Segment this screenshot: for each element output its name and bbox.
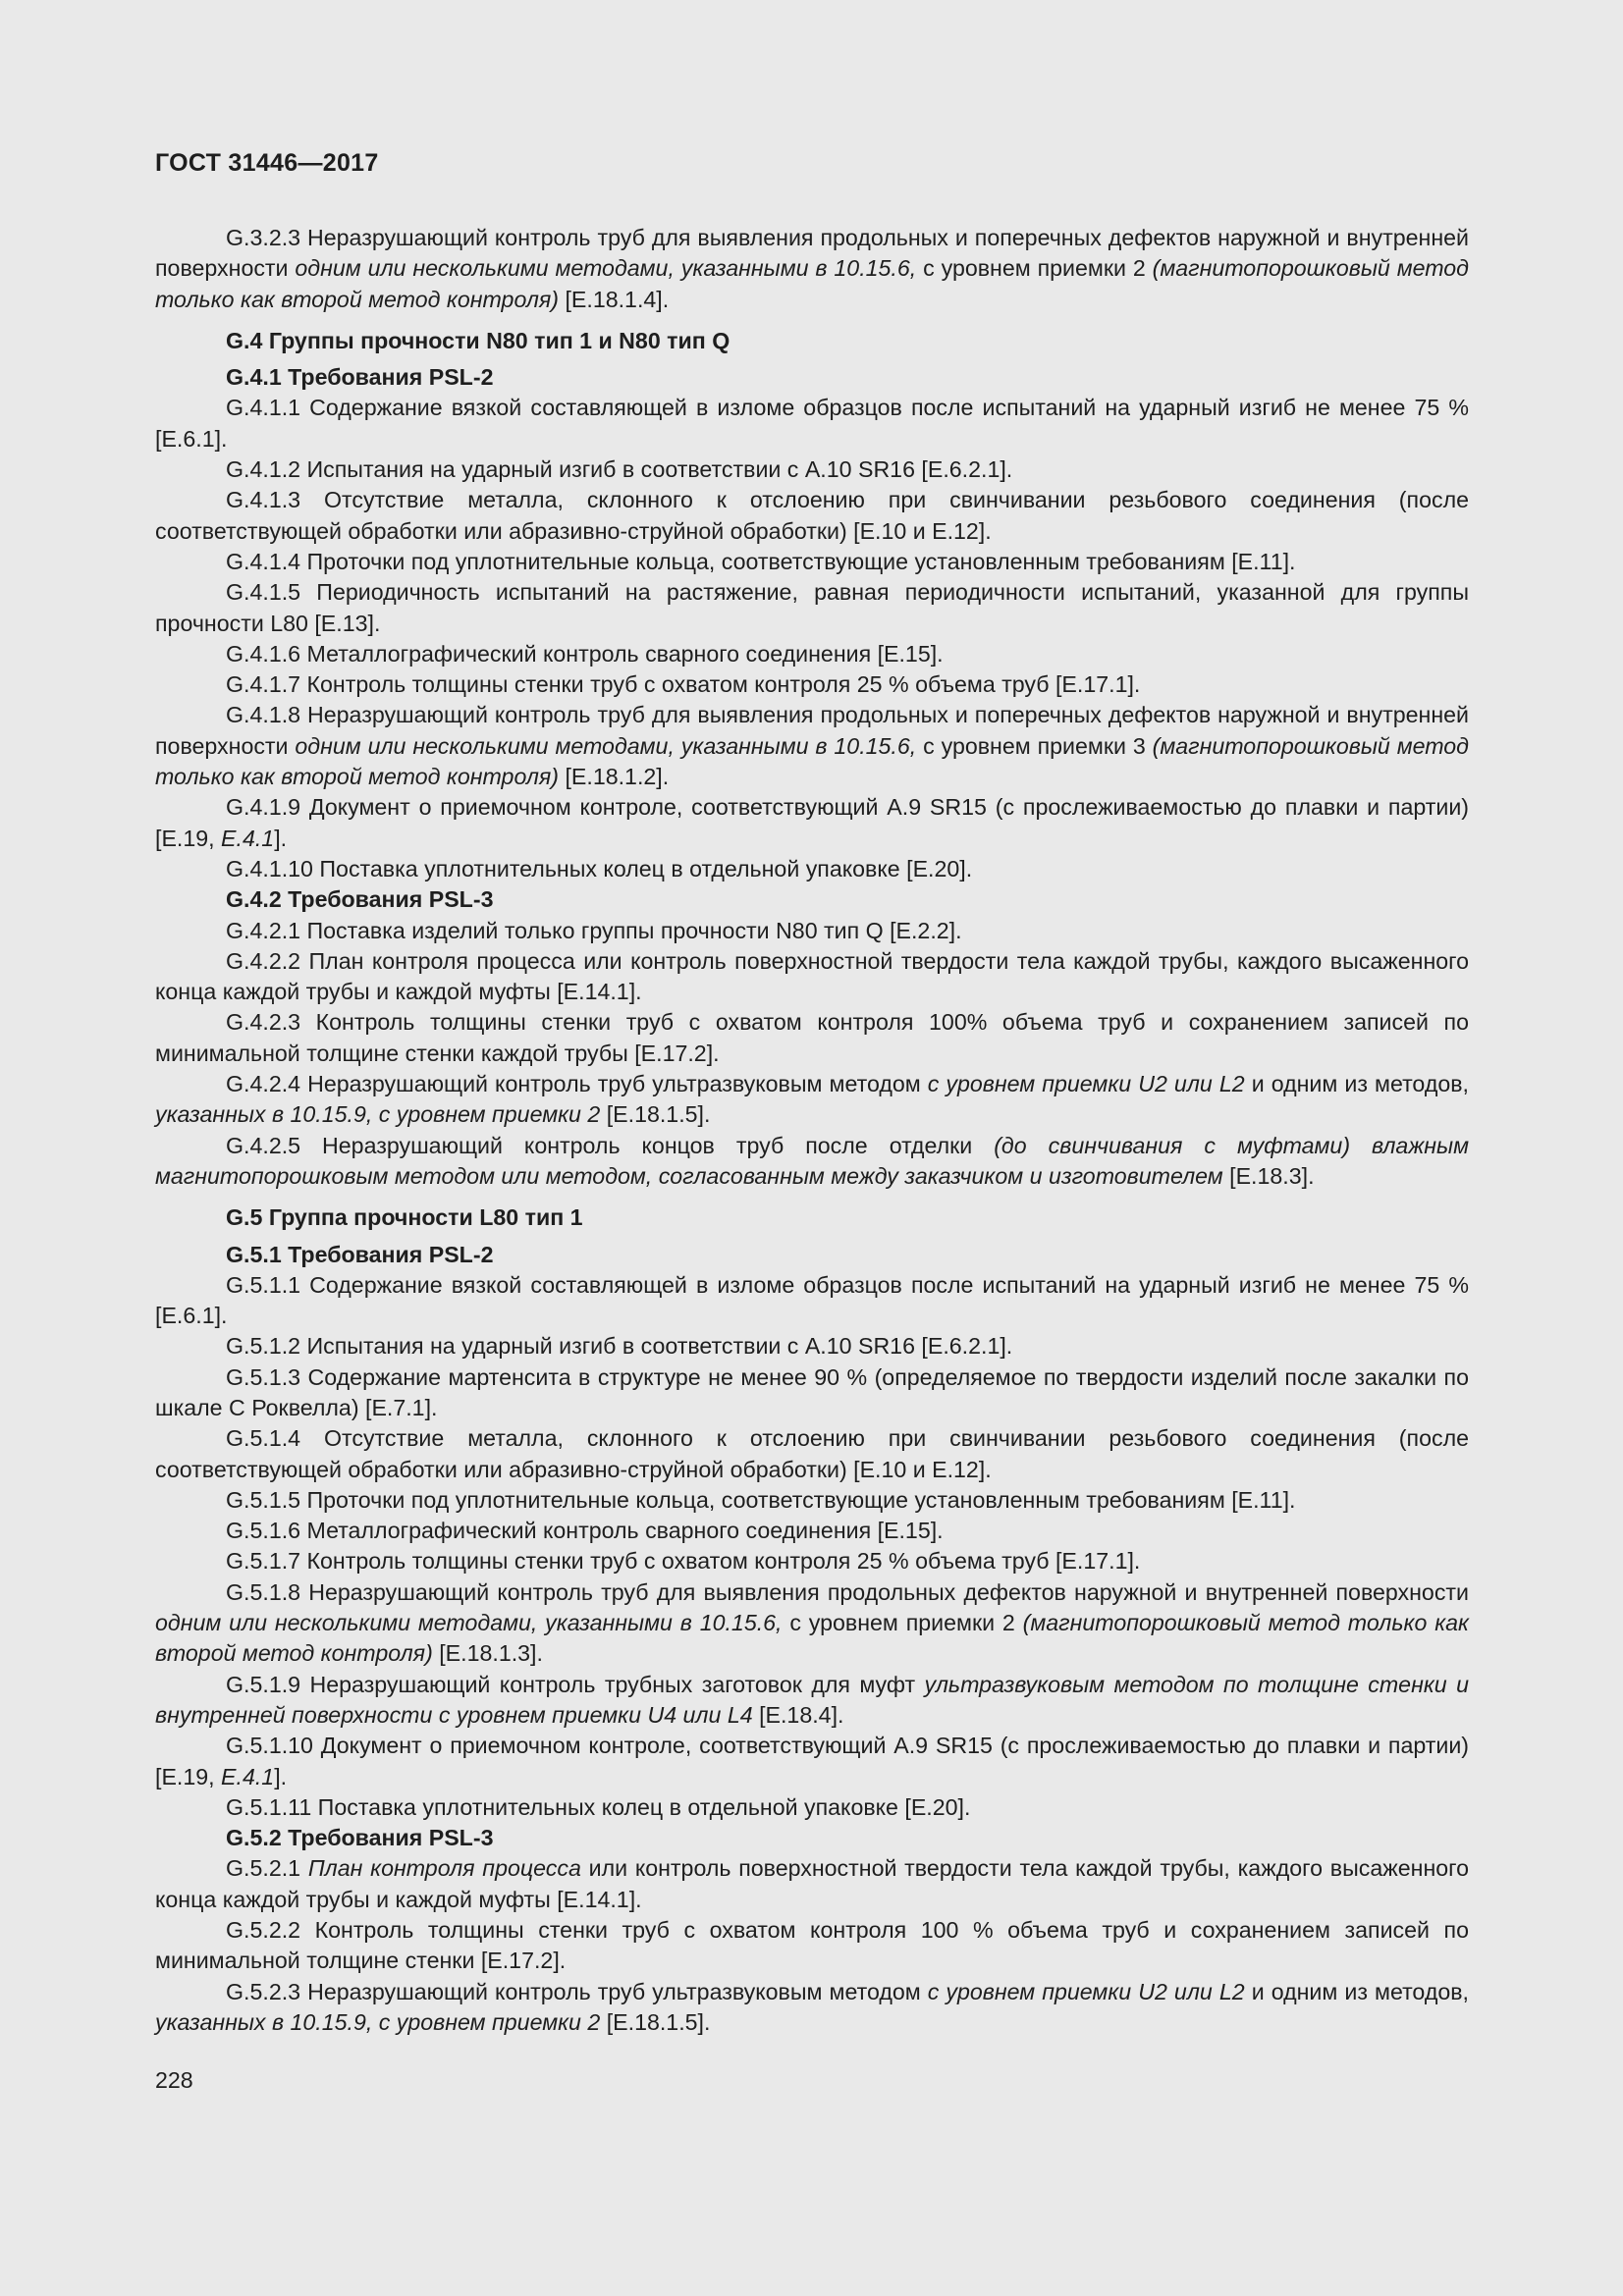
- text-run: G.5.1.3 Содержание мартенсита в структуре не менее 90 % (определяемое по твердости изделий после закалки по шкале С Роквелла) [E.7.1].: [155, 1363, 1469, 1420]
- clause-paragraph: [155, 946, 1469, 1008]
- italic-text: План контроля процесса: [307, 1855, 581, 1882]
- italic-text: одним или несколькими методами, указанными в 10.15.6,: [155, 1610, 783, 1636]
- italic-text: E.4.1: [221, 825, 275, 851]
- italic-text: ультразвуковым методом по толщине стенки и внутренней поверхности с уровнем приемки U4 или L4: [155, 1671, 1469, 1728]
- text-run: с уровнем приемки 3: [916, 732, 1153, 759]
- text-run: G.5.2.1: [226, 1855, 308, 1882]
- text-run: G.5.2.2 Контроль толщины стенки труб с охватом контроля 100 % объема труб и сохранением записей по минимальной толщине стенки [E.17.2].: [155, 1917, 1469, 1974]
- text-run: и одним из методов,: [1244, 1978, 1470, 2004]
- text-run: G.4.1.6 Металлографический контроль сварного соединения [E.15].: [226, 640, 944, 667]
- clause-paragraph: [155, 1423, 1469, 1485]
- clause-paragraph: [155, 1731, 1469, 1792]
- clause-paragraph: [155, 547, 1469, 577]
- text-run: с уровнем приемки 2: [916, 255, 1153, 282]
- text-run: G.5.1.1 Содержание вязкой составляющей в изломе образцов после испытаний на ударный изгиб не менее 75 % [E.6.1].: [155, 1271, 1469, 1329]
- text-run: G.4.2.4 Неразрушающий контроль труб ультразвуковым методом: [226, 1071, 928, 1097]
- text-run: G.5.1.8 Неразрушающий контроль труб для выявления продольных дефектов наружной и внутренней поверхности: [226, 1578, 1469, 1605]
- text-run: [E.18.4].: [752, 1701, 844, 1728]
- clause-paragraph: [155, 1007, 1469, 1069]
- section-heading: G.4 Группы прочности N80 тип 1 и N80 тип Q: [226, 327, 730, 353]
- clause-paragraph: [155, 1331, 1469, 1362]
- clause-paragraph: [155, 485, 1469, 547]
- clause-paragraph: [155, 577, 1469, 639]
- clause-paragraph: [155, 1270, 1469, 1332]
- text-run: G.5.1.6 Металлографический контроль сварного соединения [E.15].: [226, 1518, 944, 1544]
- subsection-heading: G.5.1 Требования PSL-2: [226, 1241, 494, 1267]
- italic-text: (магнитопорошковый метод только как второй метод контроля): [155, 732, 1469, 790]
- text-run: [E.18.1.2].: [559, 764, 670, 790]
- text-run: [E.18.1.4].: [559, 286, 670, 312]
- text-run: G.4.1.5 Периодичность испытаний на растяжение, равная периодичности испытаний, указанной для группы прочности L80 [E.13].: [155, 579, 1469, 636]
- text-run: G.4.2.2 План контроля процесса или контроль поверхностной твердости тела каждой трубы, каждого высаженного конца каждой трубы и каждой муфты [E.14.1].: [155, 947, 1469, 1005]
- document-header: ГОСТ 31446—2017: [155, 149, 379, 177]
- italic-text: с уровнем приемки U2 или L2: [927, 1071, 1245, 1097]
- text-run: G.4.1.8 Неразрушающий контроль труб для выявления продольных и поперечных дефектов наружной и внутренней поверхности: [155, 702, 1469, 759]
- text-run: G.4.1.2 Испытания на ударный изгиб в соответствии с A.10 SR16 [E.6.2.1].: [226, 456, 1013, 483]
- italic-text: E.4.1: [221, 1763, 275, 1789]
- italic-text: указанных в 10.15.9, с уровнем приемки 2: [155, 2008, 601, 2035]
- text-run: G.5.2.3 Неразрушающий контроль труб ультразвуковым методом: [226, 1978, 928, 2004]
- text-run: [E.18.1.5].: [600, 2008, 711, 2035]
- text-run: G.5.1.7 Контроль толщины стенки труб с охватом контроля 25 % объема труб [E.17.1].: [226, 1548, 1141, 1575]
- text-run: с уровнем приемки 2: [782, 1610, 1023, 1636]
- clause-paragraph: [155, 1792, 1469, 1823]
- clause-paragraph: [155, 1516, 1469, 1546]
- clause-paragraph: [155, 1362, 1469, 1424]
- clause-paragraph: [155, 1977, 1469, 2039]
- clause-paragraph: [155, 669, 1469, 700]
- text-run: или контроль поверхностной твердости тела каждой трубы, каждого высаженного конца каждой трубы и каждой муфты [E.14.1].: [155, 1855, 1469, 1912]
- italic-text: с уровнем приемки U2 или L2: [927, 1978, 1245, 2004]
- text-run: G.5.1.4 Отсутствие металла, склонного к отслоению при свинчивании резьбового соединения (после соответствующей обработки или абразивно-струйной обработки) [E.10 и E.12].: [155, 1425, 1469, 1482]
- text-run: G.4.1.1 Содержание вязкой составляющей в изломе образцов после испытаний на ударный изгиб не менее 75 % [E.6.1].: [155, 395, 1469, 452]
- text-run: G.5.1.10 Документ о приемочном контроле, соответствующий A.9 SR15 (с прослеживаемостью до плавки и партии) [E.19,: [155, 1733, 1469, 1789]
- clause-paragraph: [155, 1485, 1469, 1516]
- italic-text: (до свинчивания с муфтами) влажным магнитопорошковым методом или методом, согласованным между заказчиком и изготовителем: [155, 1132, 1469, 1189]
- clause-paragraph: [155, 1670, 1469, 1732]
- italic-text: (магнитопорошковый метод только как второй метод контроля): [155, 1610, 1469, 1667]
- text-run: ].: [274, 825, 288, 851]
- subsection-heading: G.4.1 Требования PSL-2: [226, 364, 494, 391]
- page-number: 228: [155, 2067, 193, 2093]
- clause-paragraph: [155, 700, 1469, 792]
- text-run: G.4.2.3 Контроль толщины стенки труб с охватом контроля 100% объема труб и сохранением записей по минимальной толщине стенки каждой трубы [E.17.2].: [155, 1009, 1469, 1066]
- clause-paragraph: [155, 1131, 1469, 1193]
- text-run: ].: [274, 1763, 288, 1789]
- section-heading: G.5 Группа прочности L80 тип 1: [226, 1204, 583, 1231]
- text-run: G.4.1.3 Отсутствие металла, склонного к отслоению при свинчивании резьбового соединения (после соответствующей обработки или абразивно-струйной обработки) [E.10 и E.12].: [155, 487, 1469, 544]
- clause-paragraph: [155, 854, 1469, 884]
- document-body: [155, 223, 1469, 2038]
- text-run: и одним из методов,: [1244, 1071, 1470, 1097]
- clause-paragraph: [155, 1546, 1469, 1576]
- clause-paragraph: [155, 639, 1469, 669]
- text-run: G.4.2.1 Поставка изделий только группы прочности N80 тип Q [E.2.2].: [226, 917, 962, 943]
- clause-paragraph: [155, 916, 1469, 946]
- text-run: G.3.2.3 Неразрушающий контроль труб для выявления продольных и поперечных дефектов наружной и внутренней поверхности: [155, 225, 1469, 282]
- text-run: G.4.2.5 Неразрушающий контроль концов труб после отделки: [226, 1132, 995, 1158]
- text-run: G.5.1.9 Неразрушающий контроль трубных заготовок для муфт: [226, 1671, 925, 1697]
- italic-text: одним или несколькими методами, указанными в 10.15.6,: [295, 255, 917, 282]
- text-run: G.4.1.10 Поставка уплотнительных колец в отдельной упаковке [E.20].: [226, 855, 973, 881]
- clause-paragraph: [155, 792, 1469, 854]
- subsection-heading: G.5.2 Требования PSL-3: [226, 1825, 494, 1851]
- text-run: [E.18.1.5].: [600, 1101, 711, 1128]
- text-run: G.4.1.9 Документ о приемочном контроле, соответствующий A.9 SR15 (с прослеживаемостью до плавки и партии) [E.19,: [155, 794, 1469, 851]
- text-run: G.5.1.11 Поставка уплотнительных колец в отдельной упаковке [E.20].: [226, 1793, 971, 1820]
- text-run: G.5.1.5 Проточки под уплотнительные кольца, соответствующие установленным требованиям [E.11].: [226, 1486, 1296, 1513]
- text-run: [E.18.1.3].: [432, 1640, 543, 1667]
- clause-paragraph: [155, 223, 1469, 315]
- text-run: G.4.1.7 Контроль толщины стенки труб с охватом контроля 25 % объема труб [E.17.1].: [226, 671, 1141, 698]
- text-run: G.4.1.4 Проточки под уплотнительные кольца, соответствующие установленным требованиям [E.11].: [226, 548, 1296, 574]
- clause-paragraph: [155, 1853, 1469, 1915]
- italic-text: указанных в 10.15.9, с уровнем приемки 2: [155, 1101, 601, 1128]
- clause-paragraph: [155, 454, 1469, 485]
- italic-text: одним или несколькими методами, указанными в 10.15.6,: [295, 732, 917, 759]
- clause-paragraph: [155, 1915, 1469, 1977]
- italic-text: (магнитопорошковый метод только как второй метод контроля): [155, 255, 1469, 312]
- clause-paragraph: [155, 1069, 1469, 1131]
- clause-paragraph: [155, 1577, 1469, 1670]
- clause-paragraph: [155, 393, 1469, 454]
- text-run: G.5.1.2 Испытания на ударный изгиб в соответствии с A.10 SR16 [E.6.2.1].: [226, 1333, 1013, 1360]
- text-run: [E.18.3].: [1222, 1162, 1315, 1189]
- subsection-heading: G.4.2 Требования PSL-3: [226, 886, 494, 913]
